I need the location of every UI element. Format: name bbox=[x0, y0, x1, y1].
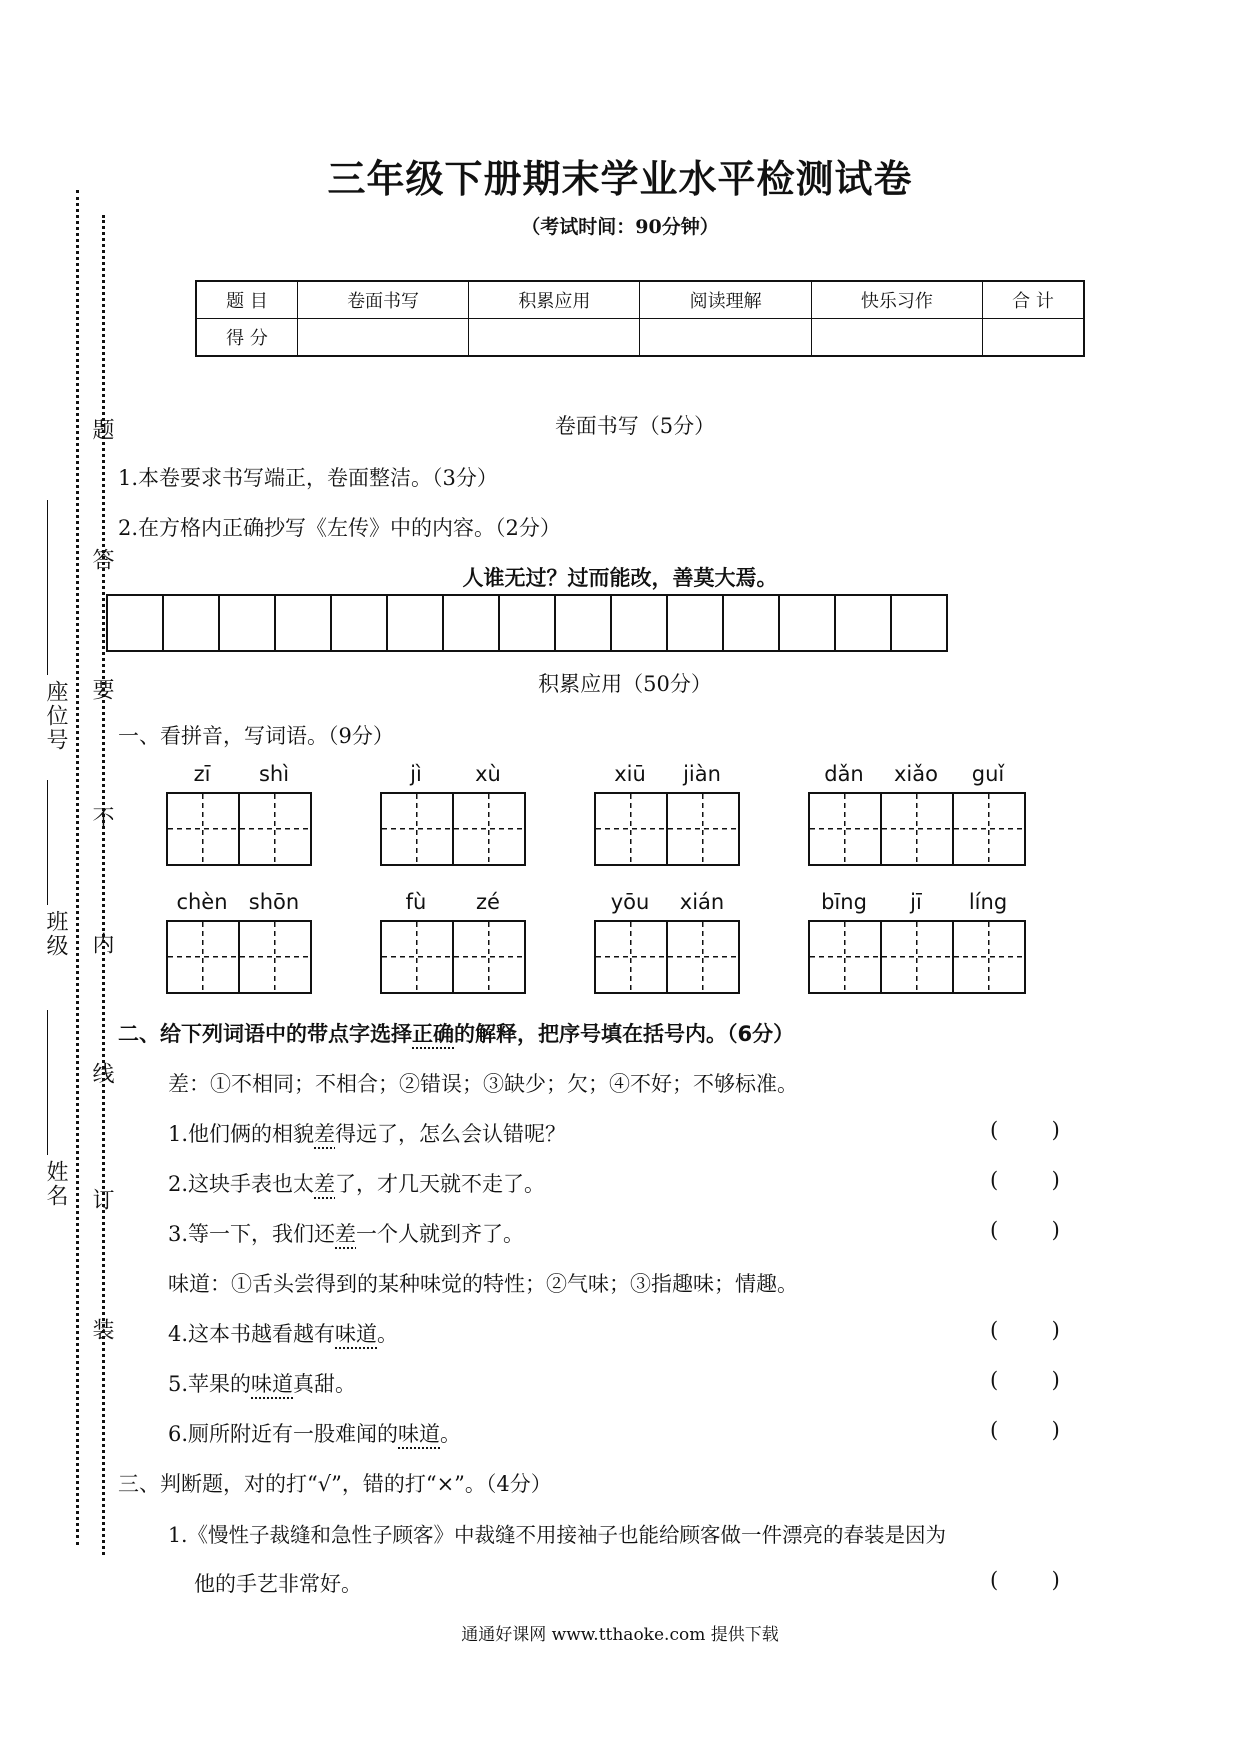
section-title-writing: 卷面书写（5分） bbox=[554, 414, 716, 438]
score-header-cell: 合 计 bbox=[983, 281, 1085, 319]
name-label: 姓名 bbox=[43, 1160, 68, 1208]
q2-item: 1.他们俩的相貌差得远了，怎么会认错呢？ bbox=[168, 1122, 567, 1146]
tian-cell[interactable] bbox=[810, 794, 882, 864]
margin-char-yao: 要 bbox=[89, 678, 114, 702]
margin-char-ding: 订 bbox=[89, 1188, 114, 1212]
pinyin-word-1 bbox=[166, 762, 312, 866]
margin-char-da: 答 bbox=[89, 548, 114, 572]
q2-item: 4.这本书越看越有味道。 bbox=[168, 1322, 399, 1346]
pinyin: chèn bbox=[176, 890, 228, 914]
grid-cell[interactable] bbox=[220, 596, 276, 650]
tian-cell[interactable] bbox=[382, 794, 454, 864]
grid-cell[interactable] bbox=[332, 596, 388, 650]
score-header-cell: 快乐习作 bbox=[811, 281, 982, 319]
tian-cell[interactable] bbox=[454, 922, 524, 992]
grid-cell[interactable] bbox=[612, 596, 668, 650]
pinyin: shì bbox=[258, 762, 290, 786]
tian-cell[interactable] bbox=[810, 922, 882, 992]
class-label: 班级 bbox=[43, 910, 68, 958]
tian-grid[interactable] bbox=[380, 920, 526, 994]
page-title: 三年级下册期末学业水平检测试卷 bbox=[327, 157, 913, 201]
score-header-cell: 题 目 bbox=[196, 281, 297, 319]
tian-cell[interactable] bbox=[954, 794, 1024, 864]
pinyin-word-7 bbox=[594, 890, 740, 994]
pinyin-word-4 bbox=[808, 762, 1026, 866]
tian-cell[interactable] bbox=[596, 922, 668, 992]
score-table-header-row bbox=[196, 281, 1084, 319]
answer-parentheses[interactable]: ( ) bbox=[990, 1418, 1060, 1442]
score-table bbox=[195, 280, 1085, 357]
tian-cell[interactable] bbox=[882, 922, 954, 992]
pinyin-word-8 bbox=[808, 890, 1026, 994]
tian-grid[interactable] bbox=[380, 792, 526, 866]
grid-cell[interactable] bbox=[780, 596, 836, 650]
pinyin: jī bbox=[910, 890, 922, 914]
pinyin-word-6 bbox=[380, 890, 526, 994]
q2-definition-weidao: 味道：①舌头尝得到的某种味觉的特性；②气味；③指趣味；情趣。 bbox=[168, 1272, 798, 1296]
pinyin: zī bbox=[193, 762, 211, 786]
q1-title: 一、看拼音，写词语。（9分） bbox=[118, 724, 394, 748]
score-input-cell[interactable] bbox=[469, 319, 640, 357]
q2-item: 5.苹果的味道真甜。 bbox=[168, 1372, 357, 1396]
answer-parentheses[interactable]: ( ) bbox=[990, 1568, 1060, 1592]
score-header-cell: 积累应用 bbox=[469, 281, 640, 319]
binding-dotted-line-outer bbox=[76, 190, 79, 1545]
tian-cell[interactable] bbox=[954, 922, 1024, 992]
q2-title bbox=[118, 1018, 794, 1048]
tian-cell[interactable] bbox=[240, 794, 310, 864]
score-input-cell[interactable] bbox=[640, 319, 811, 357]
pinyin: xiū bbox=[614, 762, 646, 786]
pinyin: líng bbox=[968, 890, 1008, 914]
pinyin: shōn bbox=[248, 890, 300, 914]
tian-cell[interactable] bbox=[454, 794, 524, 864]
tian-grid[interactable] bbox=[166, 920, 312, 994]
answer-parentheses[interactable]: ( ) bbox=[990, 1218, 1060, 1242]
margin-char-ti: 题 bbox=[89, 418, 114, 442]
copy-writing-grid[interactable] bbox=[106, 594, 948, 652]
writing-item-2: 2.在方格内正确抄写《左传》中的内容。（2分） bbox=[118, 516, 561, 540]
pinyin: guǐ bbox=[971, 762, 1005, 786]
q2-item: 3.等一下，我们还差一个人就到齐了。 bbox=[168, 1222, 525, 1246]
pinyin: yōu bbox=[610, 890, 650, 914]
grid-cell[interactable] bbox=[276, 596, 332, 650]
pinyin: dǎn bbox=[824, 762, 864, 786]
tian-cell[interactable] bbox=[882, 794, 954, 864]
pinyin: jiàn bbox=[683, 762, 721, 786]
score-table-score-row bbox=[196, 319, 1084, 357]
score-row-label: 得 分 bbox=[196, 319, 297, 357]
grid-cell[interactable] bbox=[388, 596, 444, 650]
pinyin: xiǎo bbox=[894, 762, 938, 786]
q3-item-1-line1: 1.《慢性子裁缝和急性子顾客》中裁缝不用接袖子也能给顾客做一件漂亮的春装是因为 bbox=[168, 1523, 947, 1547]
margin-char-nei: 内 bbox=[89, 932, 114, 956]
tian-cell[interactable] bbox=[240, 922, 310, 992]
q3-title: 三、判断题，对的打“√”，错的打“×”。（4分） bbox=[118, 1472, 552, 1496]
pinyin-word-2 bbox=[380, 762, 526, 866]
section-title-accumulation: 积累应用（50分） bbox=[538, 672, 712, 696]
tian-grid[interactable] bbox=[594, 920, 740, 994]
pinyin: zé bbox=[476, 890, 500, 914]
margin-char-bu: 不 bbox=[89, 806, 114, 830]
grid-cell[interactable] bbox=[500, 596, 556, 650]
q2-item: 2.这块手表也太差了，才几天就不走了。 bbox=[168, 1172, 546, 1196]
tian-cell[interactable] bbox=[596, 794, 668, 864]
footer-source: 通通好课网 www.tthaoke.com 提供下载 bbox=[461, 1625, 779, 1645]
q2-item: 6.厕所附近有一股难闻的味道。 bbox=[168, 1422, 462, 1446]
tian-grid[interactable] bbox=[166, 792, 312, 866]
class-blank[interactable] bbox=[47, 780, 48, 905]
name-blank[interactable] bbox=[47, 1010, 48, 1155]
tian-grid[interactable] bbox=[594, 792, 740, 866]
tian-cell[interactable] bbox=[382, 922, 454, 992]
grid-cell[interactable] bbox=[108, 596, 164, 650]
exam-time: （考试时间：90分钟） bbox=[521, 216, 719, 238]
q3-item-1-line2: 他的手艺非常好。 bbox=[194, 1572, 362, 1596]
pinyin-word-3 bbox=[594, 762, 740, 866]
score-header-cell: 阅读理解 bbox=[640, 281, 811, 319]
pinyin: xù bbox=[475, 762, 501, 786]
score-header-cell: 卷面书写 bbox=[297, 281, 468, 319]
q2-title-post: 的解释，把序号填在括号内。（6分） bbox=[454, 1022, 795, 1046]
margin-char-xian: 线 bbox=[89, 1062, 114, 1086]
answer-parentheses[interactable]: ( ) bbox=[990, 1318, 1060, 1342]
score-input-cell[interactable] bbox=[983, 319, 1085, 357]
tian-cell[interactable] bbox=[668, 794, 738, 864]
margin-char-zhuang: 装 bbox=[89, 1318, 114, 1342]
tian-cell[interactable] bbox=[168, 794, 240, 864]
writing-item-1: 1.本卷要求书写端正，卷面整洁。（3分） bbox=[118, 466, 498, 490]
tian-cell[interactable] bbox=[168, 922, 240, 992]
answer-parentheses[interactable]: ( ) bbox=[990, 1168, 1060, 1192]
pinyin-word-5 bbox=[166, 890, 312, 994]
copy-text: 人谁无过？过而能改，善莫大焉。 bbox=[462, 566, 778, 590]
pinyin: jì bbox=[410, 762, 422, 786]
pinyin: xián bbox=[679, 890, 725, 914]
q2-title-pre: 二、给下列词语中的带点字选择 bbox=[118, 1022, 412, 1046]
tian-grid[interactable] bbox=[808, 920, 1026, 994]
pinyin: fù bbox=[405, 890, 427, 914]
grid-cell[interactable] bbox=[668, 596, 724, 650]
seat-number-label: 座位号 bbox=[43, 680, 68, 752]
tian-grid[interactable] bbox=[808, 792, 1026, 866]
q2-title-dotted: 正确 bbox=[412, 1022, 454, 1046]
answer-parentheses[interactable]: ( ) bbox=[990, 1368, 1060, 1392]
tian-cell[interactable] bbox=[668, 922, 738, 992]
grid-cell[interactable] bbox=[724, 596, 780, 650]
q2-definition-cha: 差：①不相同；不相合；②错误；③缺少；欠；④不好；不够标准。 bbox=[168, 1072, 798, 1096]
grid-cell[interactable] bbox=[444, 596, 500, 650]
grid-cell[interactable] bbox=[892, 596, 946, 650]
pinyin: bīng bbox=[821, 890, 867, 914]
answer-parentheses[interactable]: ( ) bbox=[990, 1118, 1060, 1142]
grid-cell[interactable] bbox=[836, 596, 892, 650]
score-input-cell[interactable] bbox=[811, 319, 982, 357]
score-input-cell[interactable] bbox=[297, 319, 468, 357]
grid-cell[interactable] bbox=[164, 596, 220, 650]
grid-cell[interactable] bbox=[556, 596, 612, 650]
